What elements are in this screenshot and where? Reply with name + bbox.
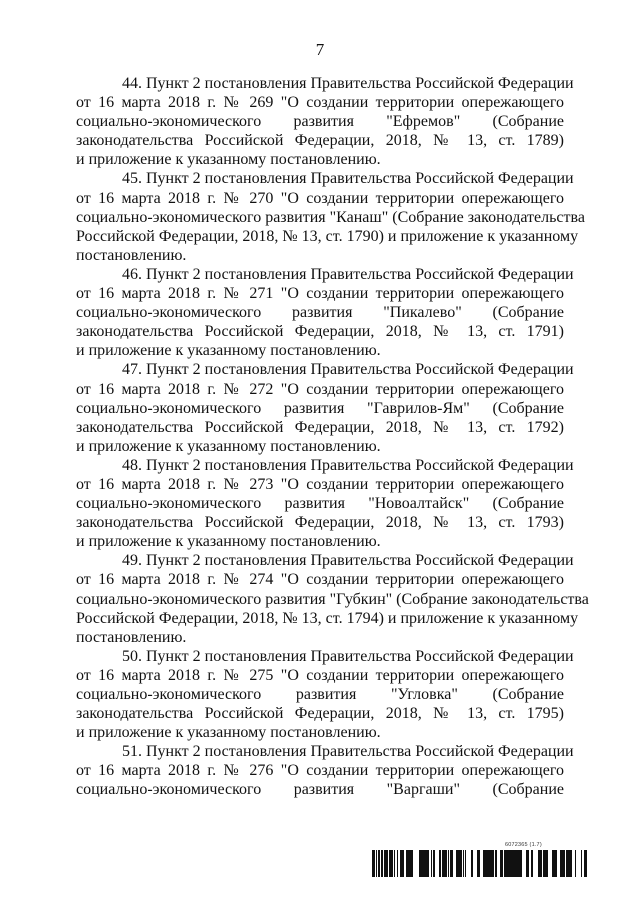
paragraph-line: законодательства Российской Федерации, 2018, № 13, ст. 1793)	[76, 514, 564, 532]
paragraph-line: и приложение к указанному постановлению.	[76, 533, 381, 551]
paragraph-line: от 16 марта 2018 г. № 272 "О создании территории опережающего	[76, 380, 564, 398]
paragraph-line: законодательства Российской Федерации, 2018, № 13, ст. 1789)	[76, 132, 564, 150]
paragraph-line: 45. Пункт 2 постановления Правительства Российской Федерации	[122, 170, 574, 188]
barcode-icon	[372, 850, 587, 877]
paragraph-line: от 16 марта 2018 г. № 269 "О создании территории опережающего	[76, 94, 564, 112]
paragraph-line: социально-экономического развития "Ефремов" (Собрание	[76, 113, 564, 131]
paragraph-48	[76, 456, 574, 551]
paragraph-line: социально-экономического развития "Канаш" (Собрание законодательства	[76, 208, 585, 226]
paragraph-line: законодательства Российской Федерации, 2018, № 13, ст. 1791)	[76, 323, 564, 341]
paragraph-line: Российской Федерации, 2018, № 13, ст. 1790) и приложение к указанному	[76, 227, 579, 245]
paragraph-line: 47. Пункт 2 постановления Правительства Российской Федерации	[122, 361, 574, 379]
paragraph-line: от 16 марта 2018 г. № 275 "О создании территории опережающего	[76, 666, 564, 684]
paragraph-line: и приложение к указанному постановлению.	[76, 342, 381, 360]
paragraph-line: от 16 марта 2018 г. № 273 "О создании территории опережающего	[76, 475, 564, 493]
paragraph-line: 51. Пункт 2 постановления Правительства Российской Федерации	[122, 743, 574, 761]
paragraph-47	[76, 360, 574, 455]
paragraph-line: постановлению.	[76, 246, 187, 264]
paragraph-46	[76, 265, 574, 360]
paragraph-line: Российской Федерации, 2018, № 13, ст. 1794) и приложение к указанному	[76, 609, 579, 627]
paragraph-line: социально-экономического развития "Новоалтайск" (Собрание	[76, 495, 564, 513]
barcode-label: 6072365 (1.7)	[505, 842, 542, 848]
paragraph-line: социально-экономического развития "Варгаши" (Собрание	[76, 781, 564, 799]
paragraph-line: от 16 марта 2018 г. № 271 "О создании территории опережающего	[76, 285, 564, 303]
paragraph-line: 48. Пункт 2 постановления Правительства Российской Федерации	[122, 456, 574, 474]
paragraph-line: от 16 марта 2018 г. № 274 "О создании территории опережающего	[76, 571, 564, 589]
paragraph-line: социально-экономического развития "Гаврилов-Ям" (Собрание	[76, 399, 564, 417]
paragraph-line: постановлению.	[76, 628, 187, 646]
paragraph-line: 44. Пункт 2 постановления Правительства Российской Федерации	[122, 75, 574, 92]
paragraph-line: законодательства Российской Федерации, 2018, № 13, ст. 1795)	[76, 705, 564, 723]
paragraph-line: и приложение к указанному постановлению.	[76, 724, 381, 742]
paragraph-line: и приложение к указанному постановлению.	[76, 151, 381, 169]
paragraph-45	[76, 169, 585, 264]
paragraph-line: социально-экономического развития "Губкин" (Собрание законодательства	[76, 590, 589, 608]
document-body	[76, 74, 589, 800]
paragraph-44	[76, 74, 574, 169]
paragraph-line: социально-экономического развития "Угловка" (Собрание	[76, 686, 564, 703]
paragraph-49	[76, 551, 589, 646]
paragraph-line: от 16 марта 2018 г. № 276 "О создании территории опережающего	[76, 762, 564, 780]
paragraph-line: от 16 марта 2018 г. № 270 "О создании территории опережающего	[76, 189, 564, 207]
paragraph-51	[76, 742, 574, 799]
page-number: 7	[315, 40, 325, 59]
paragraph-50	[76, 647, 574, 742]
paragraph-line: социально-экономического развития "Пикалево" (Собрание	[76, 304, 564, 322]
paragraph-line: 49. Пункт 2 постановления Правительства Российской Федерации	[122, 552, 574, 570]
paragraph-line: 46. Пункт 2 постановления Правительства Российской Федерации	[122, 265, 574, 283]
paragraph-line: и приложение к указанному постановлению.	[76, 437, 381, 455]
paragraph-line: законодательства Российской Федерации, 2018, № 13, ст. 1792)	[76, 418, 564, 436]
paragraph-line: 50. Пункт 2 постановления Правительства Российской Федерации	[122, 647, 574, 665]
